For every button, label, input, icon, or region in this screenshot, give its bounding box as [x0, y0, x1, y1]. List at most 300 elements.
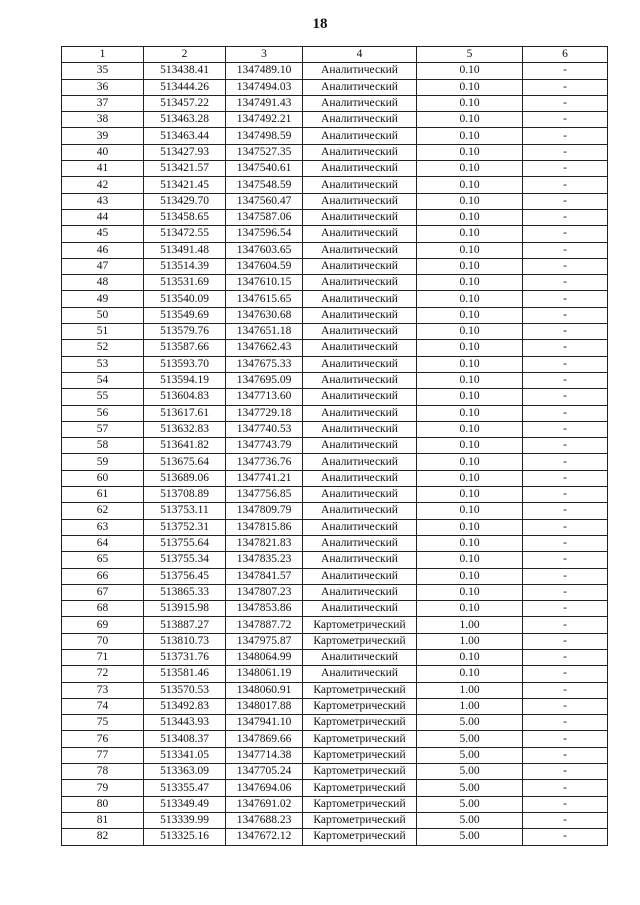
- table-cell: 513363.09: [144, 764, 226, 780]
- table-cell: 0.10: [417, 79, 523, 95]
- table-cell: 74: [62, 698, 144, 714]
- table-cell: 513579.76: [144, 324, 226, 340]
- table-cell: 70: [62, 633, 144, 649]
- table-cell: Аналитический: [303, 519, 417, 535]
- page-number: 18: [312, 16, 328, 32]
- table-cell: 0.10: [417, 552, 523, 568]
- table-cell: 41: [62, 161, 144, 177]
- table-cell: 1347610.15: [226, 275, 303, 291]
- table-cell: Аналитический: [303, 503, 417, 519]
- table-cell: 0.10: [417, 340, 523, 356]
- table-cell: 513349.49: [144, 796, 226, 812]
- table-cell: -: [523, 242, 608, 258]
- table-cell: 513731.76: [144, 649, 226, 665]
- table-row: [62, 829, 608, 845]
- column-header: 2: [144, 47, 226, 63]
- table-cell: Аналитический: [303, 372, 417, 388]
- table-cell: 1347540.61: [226, 161, 303, 177]
- table-cell: Аналитический: [303, 275, 417, 291]
- table-cell: 5.00: [417, 731, 523, 747]
- table-row: [62, 470, 608, 486]
- table-cell: 77: [62, 747, 144, 763]
- table-cell: Аналитический: [303, 128, 417, 144]
- table-cell: 58: [62, 438, 144, 454]
- table-cell: 1.00: [417, 698, 523, 714]
- table-cell: Аналитический: [303, 291, 417, 307]
- table-cell: 1347675.33: [226, 356, 303, 372]
- table-cell: 513810.73: [144, 633, 226, 649]
- table-cell: 0.10: [417, 503, 523, 519]
- table-cell: Аналитический: [303, 193, 417, 209]
- table-row: [62, 666, 608, 682]
- table-cell: 79: [62, 780, 144, 796]
- table-cell: Картометрический: [303, 715, 417, 731]
- table-cell: -: [523, 258, 608, 274]
- table-cell: 5.00: [417, 796, 523, 812]
- table-row: [62, 128, 608, 144]
- table-row: [62, 405, 608, 421]
- table-cell: 1347853.86: [226, 601, 303, 617]
- table-row: [62, 258, 608, 274]
- table-row: [62, 633, 608, 649]
- table-cell: 513593.70: [144, 356, 226, 372]
- table-cell: 513463.28: [144, 112, 226, 128]
- table-cell: Картометрический: [303, 682, 417, 698]
- table-cell: -: [523, 649, 608, 665]
- table-cell: -: [523, 503, 608, 519]
- table-cell: 1347807.23: [226, 584, 303, 600]
- table-cell: -: [523, 112, 608, 128]
- column-header: 4: [303, 47, 417, 63]
- table-cell: 63: [62, 519, 144, 535]
- table-row: [62, 535, 608, 551]
- table-cell: 1348060.91: [226, 682, 303, 698]
- table-cell: 64: [62, 535, 144, 551]
- table-row: [62, 193, 608, 209]
- table-cell: 0.10: [417, 356, 523, 372]
- table-cell: -: [523, 552, 608, 568]
- table-cell: -: [523, 63, 608, 79]
- table-cell: 1347695.09: [226, 372, 303, 388]
- table-cell: -: [523, 389, 608, 405]
- table-row: [62, 177, 608, 193]
- table-row: [62, 487, 608, 503]
- table-cell: 1.00: [417, 682, 523, 698]
- table-row: [62, 617, 608, 633]
- table-cell: Аналитический: [303, 79, 417, 95]
- table-cell: Аналитический: [303, 535, 417, 551]
- table-cell: Аналитический: [303, 487, 417, 503]
- table-cell: 0.10: [417, 112, 523, 128]
- table-row: [62, 421, 608, 437]
- table-cell: 513753.11: [144, 503, 226, 519]
- table-cell: 0.10: [417, 144, 523, 160]
- table-cell: 1.00: [417, 617, 523, 633]
- table-cell: -: [523, 535, 608, 551]
- table-cell: 68: [62, 601, 144, 617]
- column-header: 1: [62, 47, 144, 63]
- table-cell: 0.10: [417, 193, 523, 209]
- table-row: [62, 682, 608, 698]
- table-row: [62, 144, 608, 160]
- table-cell: 513531.69: [144, 275, 226, 291]
- table-cell: Аналитический: [303, 226, 417, 242]
- table-row: [62, 242, 608, 258]
- table-cell: -: [523, 161, 608, 177]
- table-cell: 52: [62, 340, 144, 356]
- table-cell: 0.10: [417, 128, 523, 144]
- table-cell: 0.10: [417, 389, 523, 405]
- table-cell: Картометрический: [303, 617, 417, 633]
- table-cell: 1347527.35: [226, 144, 303, 160]
- table-cell: -: [523, 193, 608, 209]
- table-row: [62, 601, 608, 617]
- table-cell: Картометрический: [303, 698, 417, 714]
- table-row: [62, 568, 608, 584]
- table-cell: 1347491.43: [226, 95, 303, 111]
- table-cell: -: [523, 356, 608, 372]
- table-cell: 1347705.24: [226, 764, 303, 780]
- table-cell: 1347596.54: [226, 226, 303, 242]
- table-cell: 0.10: [417, 454, 523, 470]
- table-cell: 57: [62, 421, 144, 437]
- table-cell: Аналитический: [303, 584, 417, 600]
- table-cell: -: [523, 275, 608, 291]
- table-cell: Аналитический: [303, 601, 417, 617]
- table-cell: 37: [62, 95, 144, 111]
- table-cell: 59: [62, 454, 144, 470]
- table-row: [62, 715, 608, 731]
- table-cell: 513444.26: [144, 79, 226, 95]
- table-cell: 1347604.59: [226, 258, 303, 274]
- table-cell: 0.10: [417, 666, 523, 682]
- table-cell: 73: [62, 682, 144, 698]
- table-cell: 81: [62, 812, 144, 828]
- table-cell: 513641.82: [144, 438, 226, 454]
- table-cell: -: [523, 128, 608, 144]
- table-cell: 1347869.66: [226, 731, 303, 747]
- table-cell: 513915.98: [144, 601, 226, 617]
- table-cell: -: [523, 764, 608, 780]
- table-cell: 513514.39: [144, 258, 226, 274]
- table-cell: 513594.19: [144, 372, 226, 388]
- table-cell: 54: [62, 372, 144, 388]
- table-cell: 513492.83: [144, 698, 226, 714]
- table-cell: Аналитический: [303, 649, 417, 665]
- table-row: [62, 454, 608, 470]
- table-cell: 35: [62, 63, 144, 79]
- table-cell: 1347630.68: [226, 307, 303, 323]
- table-cell: 0.10: [417, 95, 523, 111]
- table-cell: 0.10: [417, 568, 523, 584]
- table-cell: 1347714.38: [226, 747, 303, 763]
- table-row: [62, 812, 608, 828]
- table-cell: -: [523, 747, 608, 763]
- table-cell: 1348061.19: [226, 666, 303, 682]
- table-cell: Картометрический: [303, 780, 417, 796]
- table-cell: Картометрический: [303, 796, 417, 812]
- table-cell: 513540.09: [144, 291, 226, 307]
- table-cell: 69: [62, 617, 144, 633]
- table-row: [62, 112, 608, 128]
- table-cell: 513755.34: [144, 552, 226, 568]
- table-cell: 49: [62, 291, 144, 307]
- table-cell: 1347489.10: [226, 63, 303, 79]
- column-header: 6: [523, 47, 608, 63]
- table-cell: -: [523, 780, 608, 796]
- table-cell: 1347729.18: [226, 405, 303, 421]
- table-cell: Картометрический: [303, 829, 417, 845]
- table-cell: -: [523, 307, 608, 323]
- table-cell: 513632.83: [144, 421, 226, 437]
- table-cell: Аналитический: [303, 421, 417, 437]
- table-cell: 1348064.99: [226, 649, 303, 665]
- table-cell: 0.10: [417, 421, 523, 437]
- table-cell: Аналитический: [303, 161, 417, 177]
- table-cell: -: [523, 177, 608, 193]
- table-cell: -: [523, 421, 608, 437]
- table-cell: 1347841.57: [226, 568, 303, 584]
- table-cell: 65: [62, 552, 144, 568]
- table-cell: 513675.64: [144, 454, 226, 470]
- table-cell: 1347736.76: [226, 454, 303, 470]
- table-cell: -: [523, 666, 608, 682]
- table-cell: 61: [62, 487, 144, 503]
- table-cell: Аналитический: [303, 209, 417, 225]
- table-cell: 5.00: [417, 764, 523, 780]
- table-cell: 67: [62, 584, 144, 600]
- table-cell: 1347492.21: [226, 112, 303, 128]
- table-cell: 48: [62, 275, 144, 291]
- table-cell: Аналитический: [303, 324, 417, 340]
- table-row: [62, 291, 608, 307]
- table-cell: 1347560.47: [226, 193, 303, 209]
- table-row: [62, 307, 608, 323]
- table-cell: 1347587.06: [226, 209, 303, 225]
- table-cell: -: [523, 324, 608, 340]
- table-cell: -: [523, 209, 608, 225]
- table-cell: 1347603.65: [226, 242, 303, 258]
- table-cell: 75: [62, 715, 144, 731]
- table-cell: 71: [62, 649, 144, 665]
- table-cell: Аналитический: [303, 568, 417, 584]
- table-cell: 0.10: [417, 405, 523, 421]
- table-cell: 5.00: [417, 780, 523, 796]
- table-cell: Аналитический: [303, 454, 417, 470]
- table-body: [62, 63, 608, 845]
- table-cell: -: [523, 519, 608, 535]
- table-cell: 513463.44: [144, 128, 226, 144]
- table-cell: Аналитический: [303, 405, 417, 421]
- table-cell: Аналитический: [303, 552, 417, 568]
- table-cell: 1347975.87: [226, 633, 303, 649]
- table-cell: Аналитический: [303, 95, 417, 111]
- table-cell: 513421.57: [144, 161, 226, 177]
- table-cell: 513491.48: [144, 242, 226, 258]
- table-cell: 1347887.72: [226, 617, 303, 633]
- table-cell: 513325.16: [144, 829, 226, 845]
- table-cell: 1347688.23: [226, 812, 303, 828]
- table-cell: 56: [62, 405, 144, 421]
- table-cell: Картометрический: [303, 812, 417, 828]
- table-row: [62, 340, 608, 356]
- table-cell: 1347740.53: [226, 421, 303, 437]
- table-cell: Аналитический: [303, 470, 417, 486]
- table-cell: -: [523, 812, 608, 828]
- table-cell: 513752.31: [144, 519, 226, 535]
- table-cell: 1348017.88: [226, 698, 303, 714]
- table-cell: 513887.27: [144, 617, 226, 633]
- table-cell: 0.10: [417, 242, 523, 258]
- table-cell: Аналитический: [303, 144, 417, 160]
- table-cell: 513708.89: [144, 487, 226, 503]
- table-cell: 513472.55: [144, 226, 226, 242]
- table-cell: 5.00: [417, 747, 523, 763]
- table-cell: 80: [62, 796, 144, 812]
- table-row: [62, 552, 608, 568]
- table-cell: 513755.64: [144, 535, 226, 551]
- table-cell: 0.10: [417, 177, 523, 193]
- table-row: [62, 519, 608, 535]
- table-cell: Аналитический: [303, 177, 417, 193]
- table-cell: 40: [62, 144, 144, 160]
- table-cell: 513587.66: [144, 340, 226, 356]
- table-cell: Картометрический: [303, 747, 417, 763]
- table-cell: 82: [62, 829, 144, 845]
- table-cell: 1347835.23: [226, 552, 303, 568]
- table-cell: 76: [62, 731, 144, 747]
- table-cell: 0.10: [417, 291, 523, 307]
- table-cell: 1347815.86: [226, 519, 303, 535]
- table-cell: Аналитический: [303, 258, 417, 274]
- table-cell: 1347809.79: [226, 503, 303, 519]
- table-row: [62, 63, 608, 79]
- table-cell: 0.10: [417, 161, 523, 177]
- table-cell: 47: [62, 258, 144, 274]
- table-cell: -: [523, 584, 608, 600]
- table-cell: 0.10: [417, 209, 523, 225]
- table-cell: 513457.22: [144, 95, 226, 111]
- table-cell: 46: [62, 242, 144, 258]
- table-cell: 60: [62, 470, 144, 486]
- table-cell: Картометрический: [303, 633, 417, 649]
- table-cell: 5.00: [417, 829, 523, 845]
- table-row: [62, 324, 608, 340]
- table-cell: Аналитический: [303, 112, 417, 128]
- table-cell: 513865.33: [144, 584, 226, 600]
- table-cell: Картометрический: [303, 764, 417, 780]
- table-row: [62, 389, 608, 405]
- table-cell: 39: [62, 128, 144, 144]
- table-cell: 1347548.59: [226, 177, 303, 193]
- table-row: [62, 95, 608, 111]
- table-row: [62, 161, 608, 177]
- table-cell: 0.10: [417, 307, 523, 323]
- table-cell: 0.10: [417, 601, 523, 617]
- table-cell: -: [523, 601, 608, 617]
- table-row: [62, 209, 608, 225]
- table-cell: Аналитический: [303, 666, 417, 682]
- table-cell: 1347691.02: [226, 796, 303, 812]
- table-cell: 513408.37: [144, 731, 226, 747]
- table-cell: -: [523, 144, 608, 160]
- table-cell: 53: [62, 356, 144, 372]
- table-cell: 0.10: [417, 258, 523, 274]
- table-cell: Аналитический: [303, 242, 417, 258]
- table-cell: Картометрический: [303, 731, 417, 747]
- table-cell: 513438.41: [144, 63, 226, 79]
- table-cell: 66: [62, 568, 144, 584]
- table-cell: 1347741.21: [226, 470, 303, 486]
- table-cell: 55: [62, 389, 144, 405]
- table-row: [62, 275, 608, 291]
- table-cell: 513355.47: [144, 780, 226, 796]
- table-cell: 0.10: [417, 487, 523, 503]
- table-cell: 0.10: [417, 438, 523, 454]
- table-cell: 0.10: [417, 275, 523, 291]
- table-cell: 513570.53: [144, 682, 226, 698]
- table-cell: -: [523, 470, 608, 486]
- table-cell: 513341.05: [144, 747, 226, 763]
- table-cell: -: [523, 95, 608, 111]
- table-cell: -: [523, 715, 608, 731]
- table-row: [62, 796, 608, 812]
- table-cell: Аналитический: [303, 438, 417, 454]
- table-cell: 44: [62, 209, 144, 225]
- table-cell: 513443.93: [144, 715, 226, 731]
- table-cell: 513339.99: [144, 812, 226, 828]
- table-cell: 513689.06: [144, 470, 226, 486]
- table-cell: 1347672.12: [226, 829, 303, 845]
- table-row: [62, 649, 608, 665]
- table-cell: 1347662.43: [226, 340, 303, 356]
- table-cell: 0.10: [417, 226, 523, 242]
- table-row: [62, 747, 608, 763]
- table-cell: 5.00: [417, 715, 523, 731]
- table-cell: 0.10: [417, 63, 523, 79]
- table-cell: -: [523, 405, 608, 421]
- table-cell: 1347651.18: [226, 324, 303, 340]
- table-row: [62, 780, 608, 796]
- table-cell: -: [523, 568, 608, 584]
- table-header-row: [62, 47, 608, 63]
- table-row: [62, 584, 608, 600]
- table-cell: -: [523, 682, 608, 698]
- table-cell: 1347694.06: [226, 780, 303, 796]
- table-cell: -: [523, 291, 608, 307]
- table-cell: -: [523, 454, 608, 470]
- table-cell: 5.00: [417, 812, 523, 828]
- table-cell: 43: [62, 193, 144, 209]
- table-row: [62, 731, 608, 747]
- table-cell: Аналитический: [303, 307, 417, 323]
- table-cell: 513604.83: [144, 389, 226, 405]
- table-cell: 513458.65: [144, 209, 226, 225]
- table-cell: 0.10: [417, 535, 523, 551]
- table-cell: Аналитический: [303, 340, 417, 356]
- table-cell: -: [523, 438, 608, 454]
- table-cell: 45: [62, 226, 144, 242]
- table-cell: Аналитический: [303, 356, 417, 372]
- table-cell: 0.10: [417, 372, 523, 388]
- table-cell: -: [523, 698, 608, 714]
- table-cell: 42: [62, 177, 144, 193]
- table-cell: 0.10: [417, 470, 523, 486]
- table-cell: Аналитический: [303, 63, 417, 79]
- table-cell: 50: [62, 307, 144, 323]
- table-cell: 513427.93: [144, 144, 226, 160]
- table-cell: 1347498.59: [226, 128, 303, 144]
